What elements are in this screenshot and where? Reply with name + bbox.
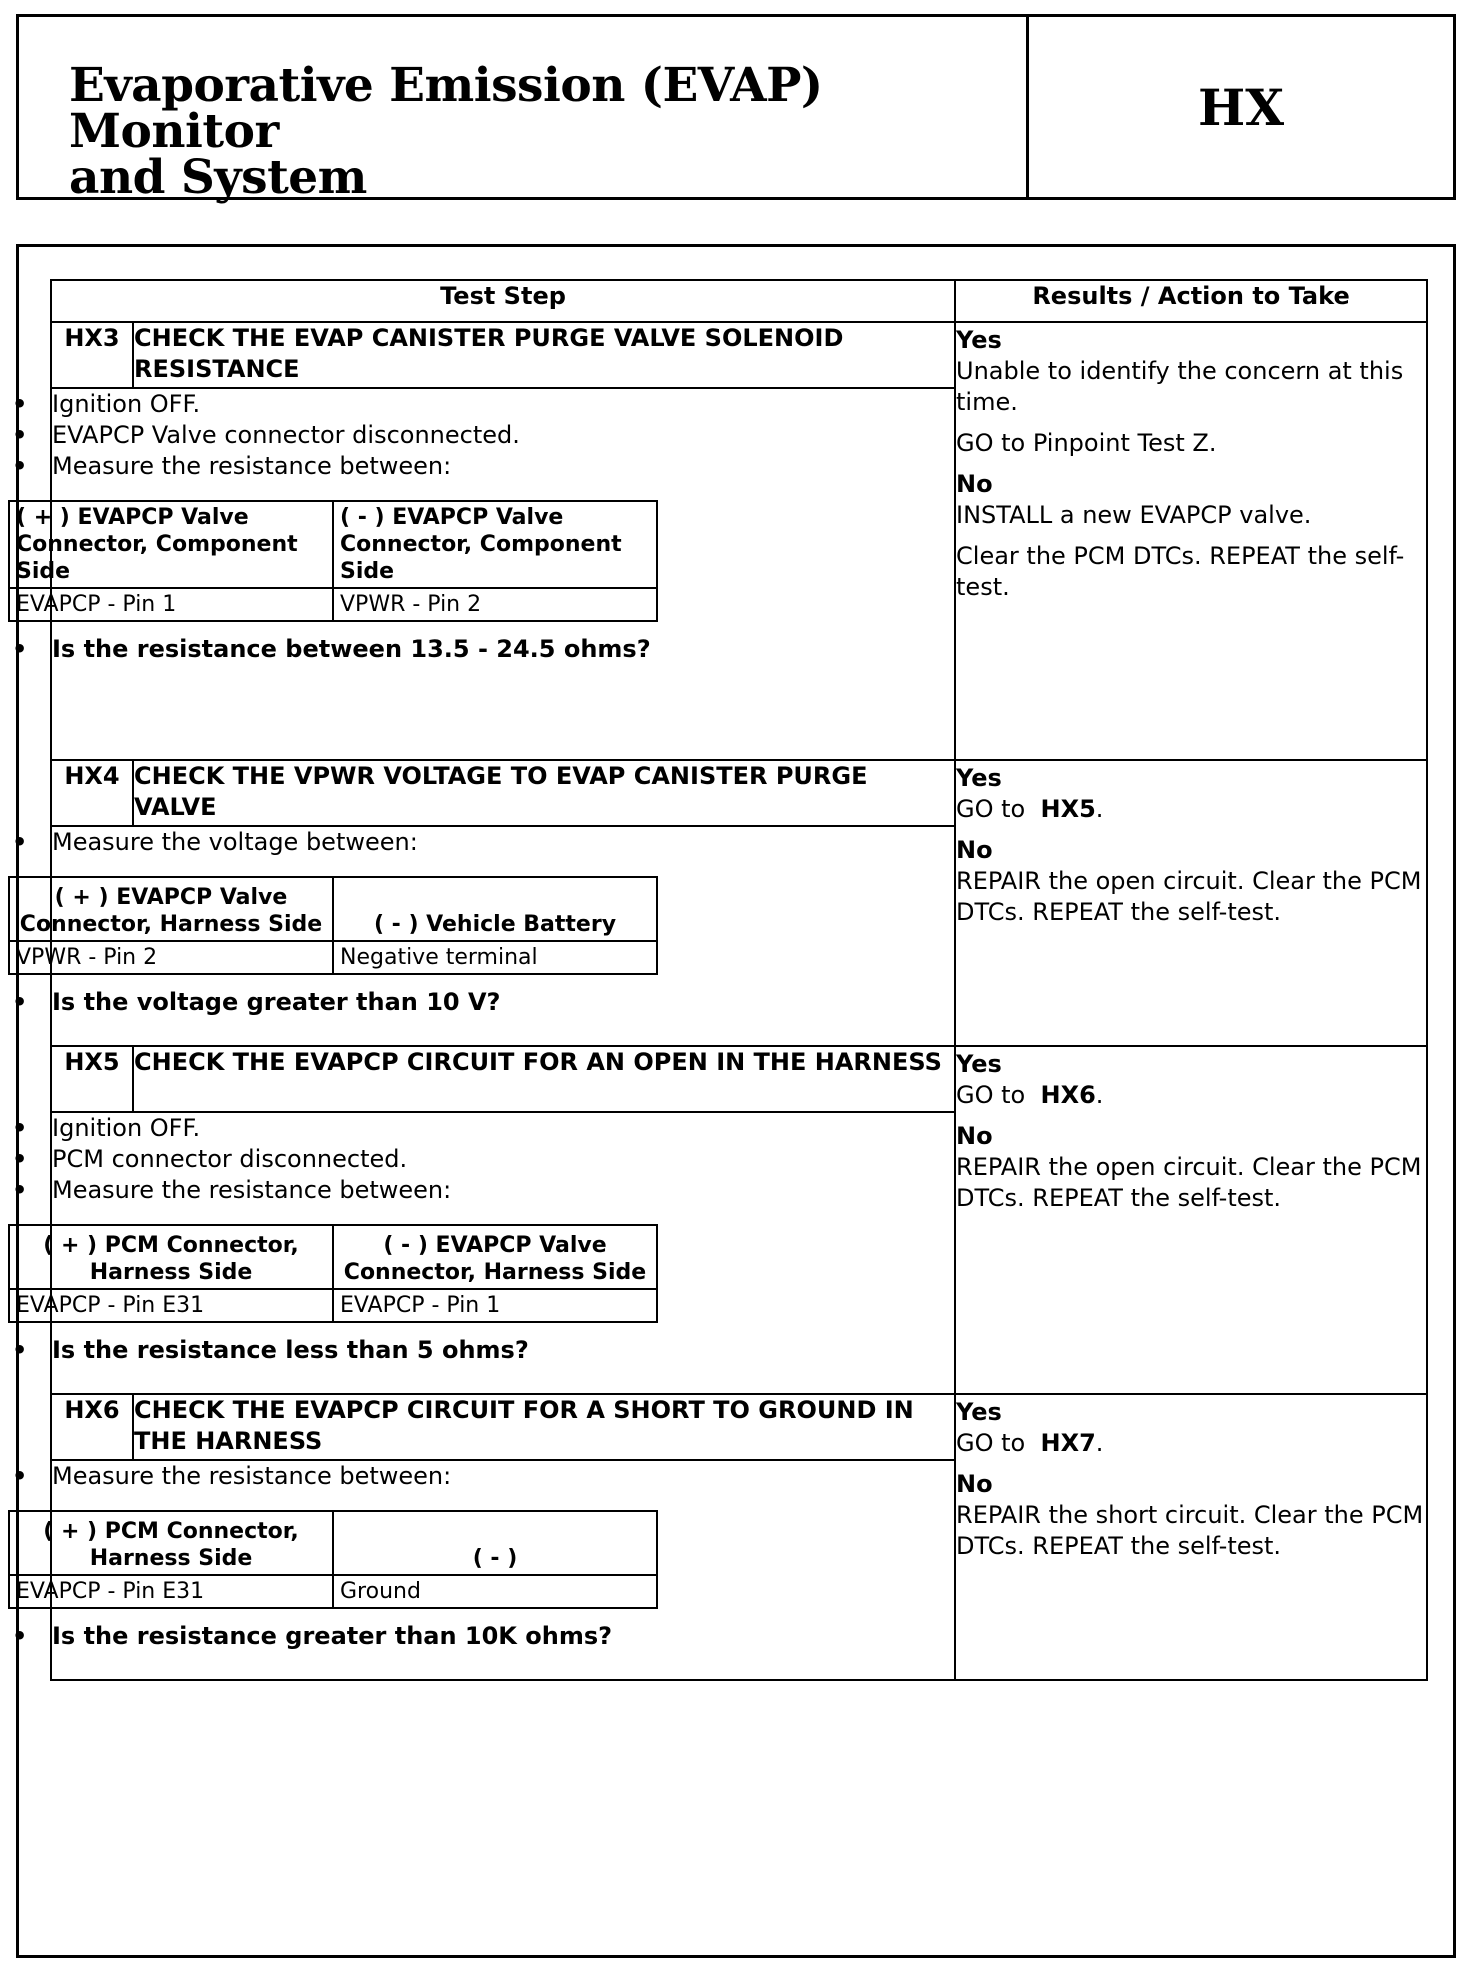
result-no-label: No bbox=[956, 470, 993, 498]
result-yes-action: GO to HX7. bbox=[956, 1429, 1104, 1457]
step-title: CHECK THE EVAPCP CIRCUIT FOR A SHORT TO GROUND IN THE HARNESS bbox=[133, 1394, 955, 1460]
step-question: • Is the resistance less than 5 ohms? bbox=[52, 1335, 954, 1366]
step-body bbox=[16, 1112, 955, 1394]
measurement-value-positive: EVAPCP - Pin E31 bbox=[9, 1575, 333, 1608]
step-title: CHECK THE EVAPCP CIRCUIT FOR AN OPEN IN THE HARNESS bbox=[133, 1046, 955, 1112]
goto-text: GO to bbox=[956, 1429, 1026, 1457]
instruction-item: • Measure the resistance between: bbox=[52, 1175, 954, 1206]
measurement-header-positive: ( + ) PCM Connector, Harness Side bbox=[9, 1511, 333, 1575]
measurement-value-negative: Negative terminal bbox=[333, 941, 657, 974]
result-no-text: REPAIR the open circuit. Clear the PCM DTCs. REPEAT the self-test. bbox=[956, 1153, 1422, 1212]
table-header-row bbox=[51, 280, 1427, 322]
result-no-text: REPAIR the open circuit. Clear the PCM DTCs. REPEAT the self-test. bbox=[956, 867, 1422, 926]
page-title bbox=[69, 58, 1029, 205]
measurement-header-positive: ( + ) EVAPCP Valve Connector, Harness Side bbox=[9, 877, 333, 941]
test-step-table bbox=[16, 279, 1428, 1681]
measurement-header-negative: ( - ) EVAPCP Valve Connector, Harness Side bbox=[333, 1225, 657, 1289]
measurement-table bbox=[8, 876, 658, 975]
instruction-item: • Ignition OFF. bbox=[52, 389, 954, 420]
measurement-table bbox=[8, 500, 658, 622]
goto-step-link[interactable]: HX6 bbox=[1040, 1081, 1096, 1109]
step-hx5-results bbox=[955, 1046, 1427, 1394]
step-id: HX3 bbox=[51, 322, 133, 388]
step-body bbox=[16, 826, 955, 1046]
step-hx5-title-row bbox=[51, 1046, 1427, 1112]
measurement-header-positive: ( + ) EVAPCP Valve Connector, Component Side bbox=[9, 501, 333, 588]
instruction-item: • Measure the resistance between: bbox=[52, 451, 954, 482]
instruction-item: • Measure the resistance between: bbox=[52, 1461, 954, 1492]
result-no-label: No bbox=[956, 1122, 993, 1150]
step-question: • Is the voltage greater than 10 V? bbox=[52, 987, 954, 1018]
goto-step-link[interactable]: HX7 bbox=[1040, 1429, 1096, 1457]
column-header-results: Results / Action to Take bbox=[955, 280, 1427, 322]
instruction-item: • Measure the voltage between: bbox=[52, 827, 954, 858]
result-no-label: No bbox=[956, 1470, 993, 1498]
measurement-value-positive: EVAPCP - Pin 1 bbox=[9, 588, 333, 621]
step-body bbox=[16, 1460, 955, 1680]
result-no-text: REPAIR the short circuit. Clear the PCM DTCs. REPEAT the self-test. bbox=[956, 1501, 1424, 1560]
measurement-header-negative: ( - ) Vehicle Battery bbox=[333, 877, 657, 941]
instruction-item: • EVAPCP Valve connector disconnected. bbox=[52, 420, 954, 451]
measurement-header-negative: ( - ) bbox=[333, 1511, 657, 1575]
step-hx6-results bbox=[955, 1394, 1427, 1680]
result-yes-label: Yes bbox=[956, 764, 1002, 792]
result-yes-label: Yes bbox=[956, 1398, 1002, 1426]
instruction-item: • Ignition OFF. bbox=[52, 1113, 954, 1144]
step-hx4-title-row bbox=[51, 760, 1427, 826]
measurement-header-positive: ( + ) PCM Connector, Harness Side bbox=[9, 1225, 333, 1289]
column-header-test-step: Test Step bbox=[51, 280, 955, 322]
step-hx3-results bbox=[955, 322, 1427, 760]
step-hx3-title-row bbox=[51, 322, 1427, 388]
section-code: HX bbox=[1197, 77, 1285, 137]
page-title-line-2: and System bbox=[69, 150, 367, 205]
result-yes-action: GO to HX5. bbox=[956, 795, 1104, 823]
step-hx6-title-row bbox=[51, 1394, 1427, 1460]
page-title-line-1: Evaporative Emission (EVAP) Monitor bbox=[69, 58, 823, 159]
step-question: • Is the resistance greater than 10K ohms? bbox=[52, 1621, 954, 1652]
result-yes-text: Unable to identify the concern at this time. bbox=[956, 357, 1404, 416]
measurement-value-positive: EVAPCP - Pin E31 bbox=[9, 1289, 333, 1322]
goto-text: GO to bbox=[956, 1081, 1026, 1109]
measurement-table bbox=[8, 1510, 658, 1609]
measurement-header-negative: ( - ) EVAPCP Valve Connector, Component Side bbox=[333, 501, 657, 588]
step-title: CHECK THE VPWR VOLTAGE TO EVAP CANISTER PURGE VALVE bbox=[133, 760, 955, 826]
measurement-value-negative: EVAPCP - Pin 1 bbox=[333, 1289, 657, 1322]
step-id: HX6 bbox=[51, 1394, 133, 1460]
step-question: • Is the resistance between 13.5 - 24.5 ohms? bbox=[52, 634, 954, 665]
page-header bbox=[16, 14, 1456, 205]
step-title: CHECK THE EVAP CANISTER PURGE VALVE SOLENOID RESISTANCE bbox=[133, 322, 955, 388]
goto-text: GO to bbox=[956, 795, 1026, 823]
result-yes-label: Yes bbox=[956, 326, 1002, 354]
result-no-label: No bbox=[956, 836, 993, 864]
goto-step-link[interactable]: HX5 bbox=[1040, 795, 1096, 823]
result-yes-action: GO to HX6. bbox=[956, 1081, 1104, 1109]
measurement-value-positive: VPWR - Pin 2 bbox=[9, 941, 333, 974]
measurement-table bbox=[8, 1224, 658, 1323]
result-yes-label: Yes bbox=[956, 1050, 1002, 1078]
result-no-text: INSTALL a new EVAPCP valve. bbox=[956, 501, 1312, 529]
result-no-action: Clear the PCM DTCs. REPEAT the self-test. bbox=[956, 542, 1405, 601]
measurement-value-negative: Ground bbox=[333, 1575, 657, 1608]
instruction-item: • PCM connector disconnected. bbox=[52, 1144, 954, 1175]
measurement-value-negative: VPWR - Pin 2 bbox=[333, 588, 657, 621]
step-body bbox=[16, 388, 955, 760]
step-id: HX5 bbox=[51, 1046, 133, 1112]
result-yes-action: GO to Pinpoint Test Z. bbox=[956, 429, 1217, 457]
step-id: HX4 bbox=[51, 760, 133, 826]
step-hx4-results bbox=[955, 760, 1427, 1046]
